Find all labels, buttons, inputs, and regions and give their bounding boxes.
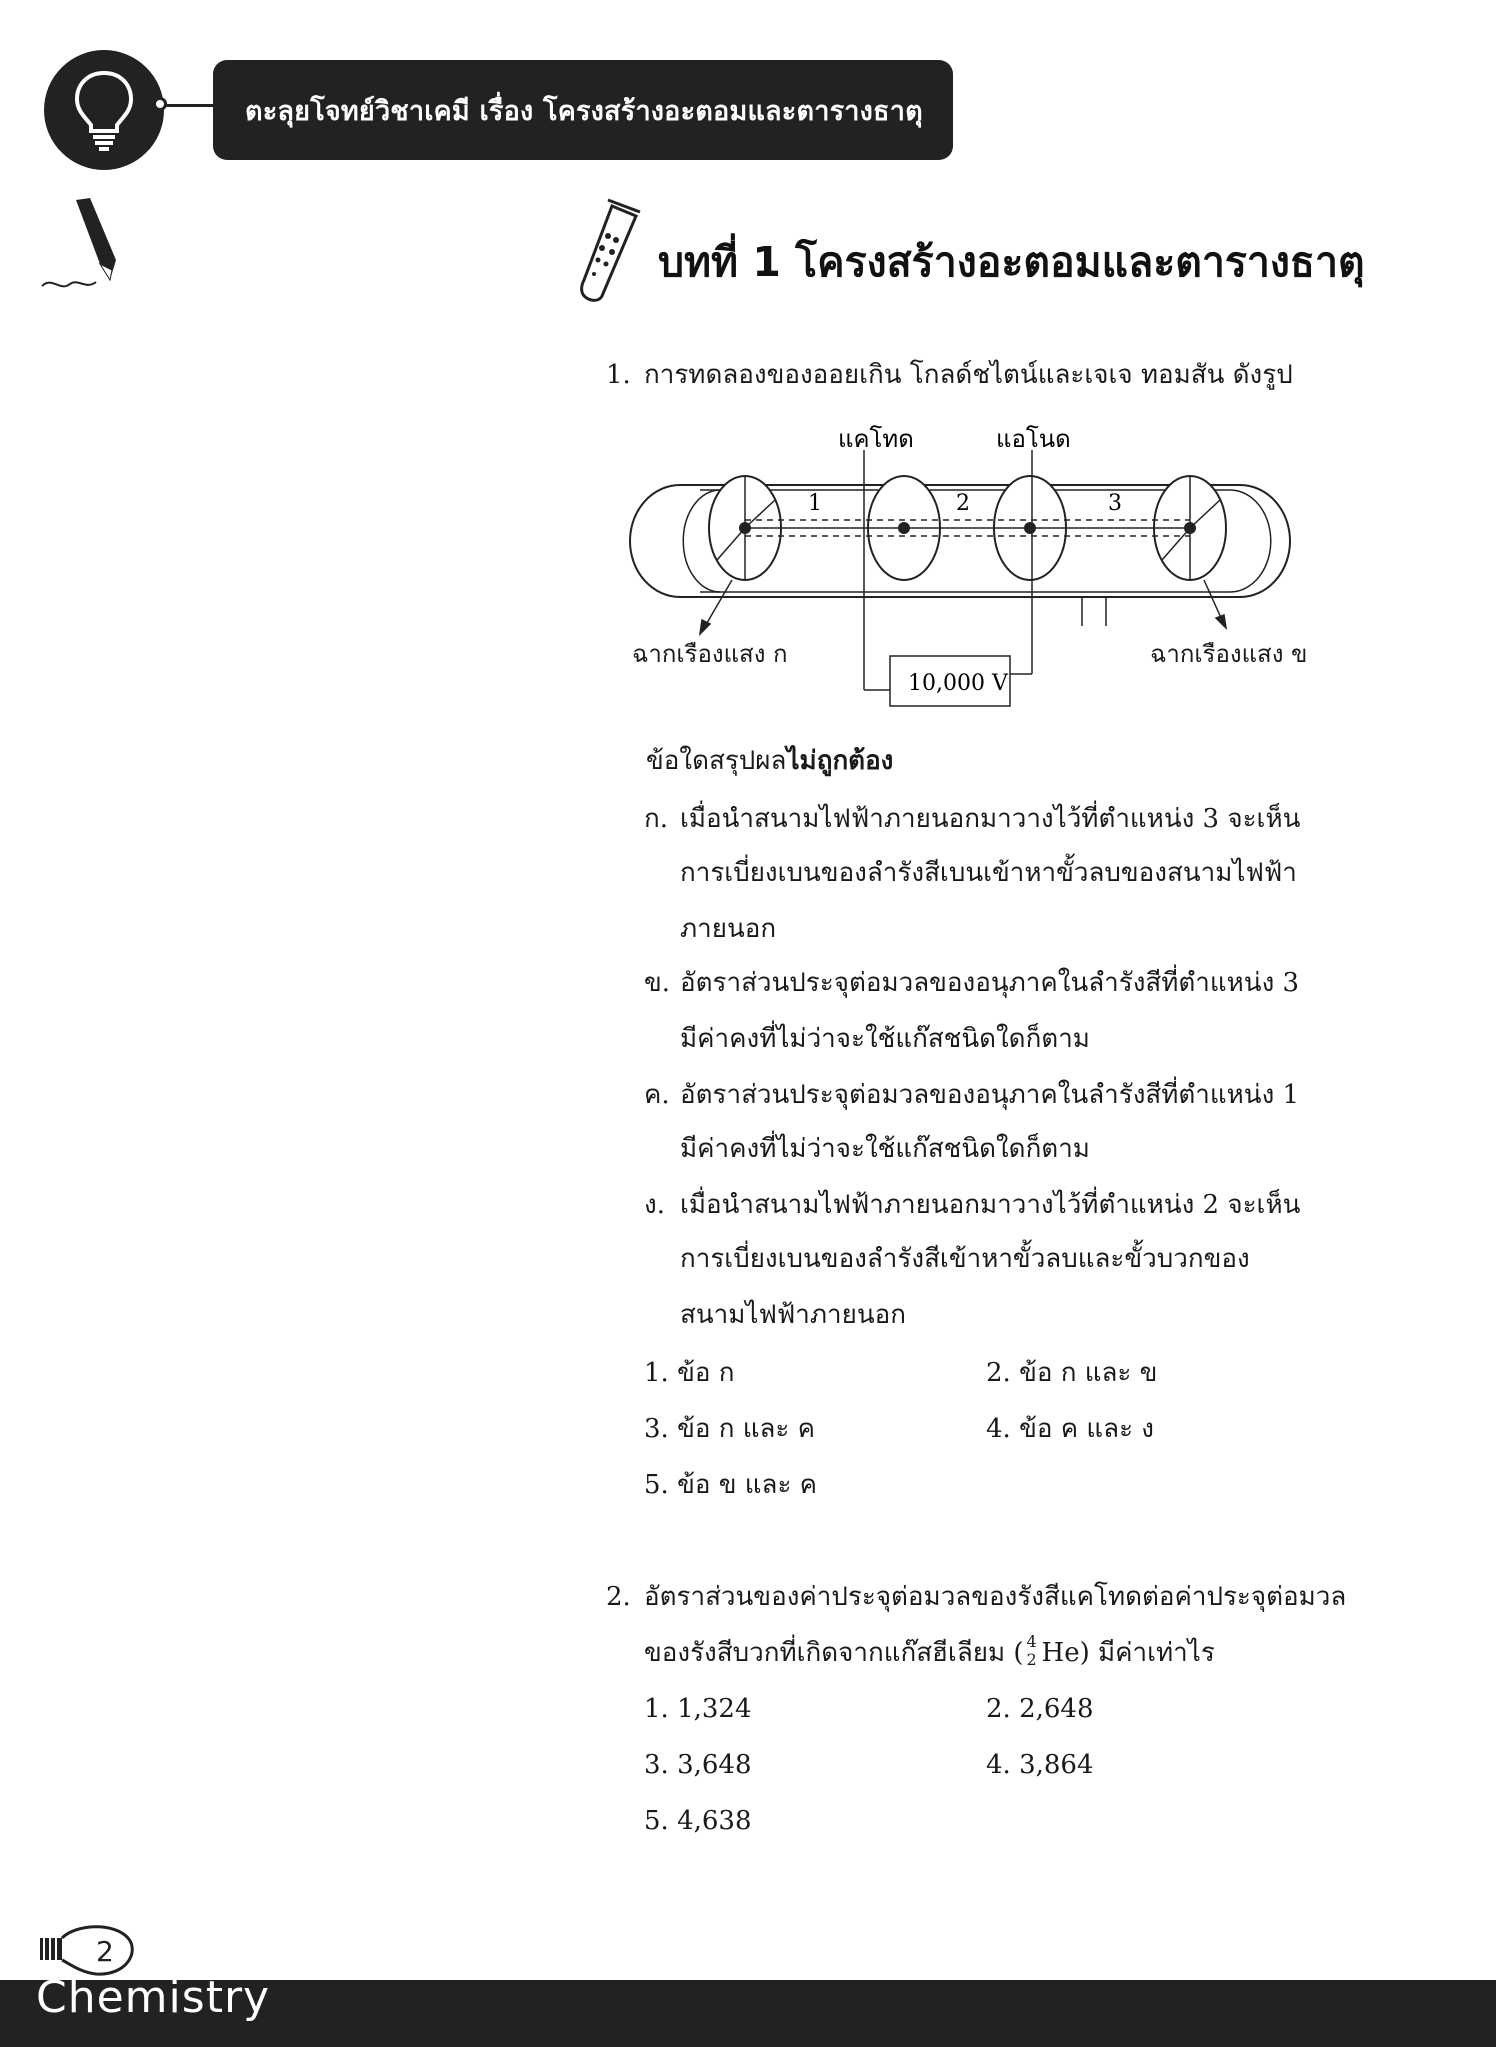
footer-chemistry-word: Chemistry — [36, 1972, 271, 2023]
test-tube-icon — [568, 196, 648, 308]
item-line: เมื่อนำสนามไฟฟ้าภายนอกมาวางไว้ที่ตำแหน่ง 2 จะเห็น — [680, 1190, 1301, 1220]
item-line: การเบี่ยงเบนของลำรังสีเข้าหาขั้วลบและขั้วบวกของ — [680, 1244, 1250, 1274]
item-label: ง. — [644, 1190, 665, 1220]
item-line: ภายนอก — [680, 914, 777, 944]
mass-number: 4 — [1026, 1632, 1037, 1651]
pen-icon — [38, 196, 128, 292]
item-label: ก. — [644, 804, 669, 834]
q2-choice-5[interactable]: 5. 4,638 — [644, 1806, 752, 1836]
header-title: ตะลุยโจทย์วิชาเคมี เรื่อง โครงสร้างอะตอมและตารางธาตุ — [245, 95, 923, 127]
q2-line2-suffix: ) มีค่าเท่าไร — [1079, 1638, 1215, 1668]
item-line: อัตราส่วนประจุต่อมวลของอนุภาคในลำรังสีที่ตำแหน่ง 1 — [680, 1080, 1300, 1110]
q1-prompt — [646, 746, 893, 777]
helium-notation — [1024, 1632, 1042, 1669]
q2-line1: อัตราส่วนของค่าประจุต่อมวลของรังสีแคโทดต่อค่าประจุต่อมวล — [644, 1582, 1347, 1612]
page-number: 2 — [96, 1935, 114, 1968]
footer-lightbulb-icon — [36, 1920, 146, 1980]
q2-choice-3[interactable]: 3. 3,648 — [644, 1750, 752, 1780]
q2-choice-4[interactable]: 4. 3,864 — [986, 1750, 1094, 1780]
item-label: ค. — [644, 1080, 670, 1110]
item-line: อัตราส่วนประจุต่อมวลของอนุภาคในลำรังสีที่ตำแหน่ง 3 — [680, 968, 1300, 998]
item-line: มีค่าคงที่ไม่ว่าจะใช้แก๊สชนิดใดก็ตาม — [680, 1024, 1090, 1054]
region-3-label: 3 — [1108, 491, 1122, 516]
region-1-label: 1 — [808, 491, 822, 516]
q2-choice-1[interactable]: 1. 1,324 — [644, 1694, 752, 1724]
q1-choice-1[interactable]: 1. ข้อ ก — [644, 1358, 735, 1388]
q1-prompt-prefix: ข้อใดสรุปผล — [646, 746, 787, 776]
header-connector-dot — [153, 97, 167, 111]
q1-choice-4[interactable]: 4. ข้อ ค และ ง — [986, 1414, 1154, 1444]
q2-choice-2[interactable]: 2. 2,648 — [986, 1694, 1094, 1724]
q1-choice-5[interactable]: 5. ข้อ ข และ ค — [644, 1470, 818, 1500]
atomic-number: 2 — [1026, 1650, 1037, 1669]
q2-line2 — [644, 1632, 1215, 1669]
header-lightbulb-badge — [44, 50, 164, 170]
item-line: การเบี่ยงเบนของลำรังสีเบนเข้าหาขั้วลบของสนามไฟฟ้า — [680, 858, 1297, 888]
q1-text: การทดลองของออยเกิน โกลด์ชไตน์และเจเจ ทอมสัน ดังรูป — [644, 360, 1293, 390]
q1-prompt-bold: ไม่ถูกต้อง — [786, 746, 894, 776]
anode-label: แอโนด — [996, 425, 1071, 453]
item-line: สนามไฟฟ้าภายนอก — [680, 1300, 906, 1330]
voltage-label: 10,000 V — [908, 671, 1008, 696]
item-line: เมื่อนำสนามไฟฟ้าภายนอกมาวางไว้ที่ตำแหน่ง 3 จะเห็น — [680, 804, 1301, 834]
item-label: ข. — [644, 968, 671, 998]
cathode-label: แคโทด — [838, 425, 914, 453]
item-line: มีค่าคงที่ไม่ว่าจะใช้แก๊สชนิดใดก็ตาม — [680, 1134, 1090, 1164]
header-title-bar — [213, 60, 953, 160]
q1-choice-3[interactable]: 3. ข้อ ก และ ค — [644, 1414, 816, 1444]
q2-number: 2. — [606, 1582, 631, 1612]
cathode-ray-tube-diagram — [620, 420, 1320, 720]
element-symbol: He — [1041, 1638, 1080, 1668]
screen-a-label: ฉากเรืองแสง ก — [632, 640, 788, 668]
region-2-label: 2 — [956, 491, 970, 516]
q1-number: 1. — [606, 360, 631, 390]
lightbulb-icon — [69, 67, 139, 153]
q2-line2-prefix: ของรังสีบวกที่เกิดจากแก๊สฮีเลียม ( — [644, 1638, 1024, 1668]
chapter-title: บทที่ 1 โครงสร้างอะตอมและตารางธาตุ — [658, 238, 1365, 286]
screen-b-label: ฉากเรืองแสง ข — [1150, 640, 1308, 668]
q1-choice-2[interactable]: 2. ข้อ ก และ ข — [986, 1358, 1158, 1388]
